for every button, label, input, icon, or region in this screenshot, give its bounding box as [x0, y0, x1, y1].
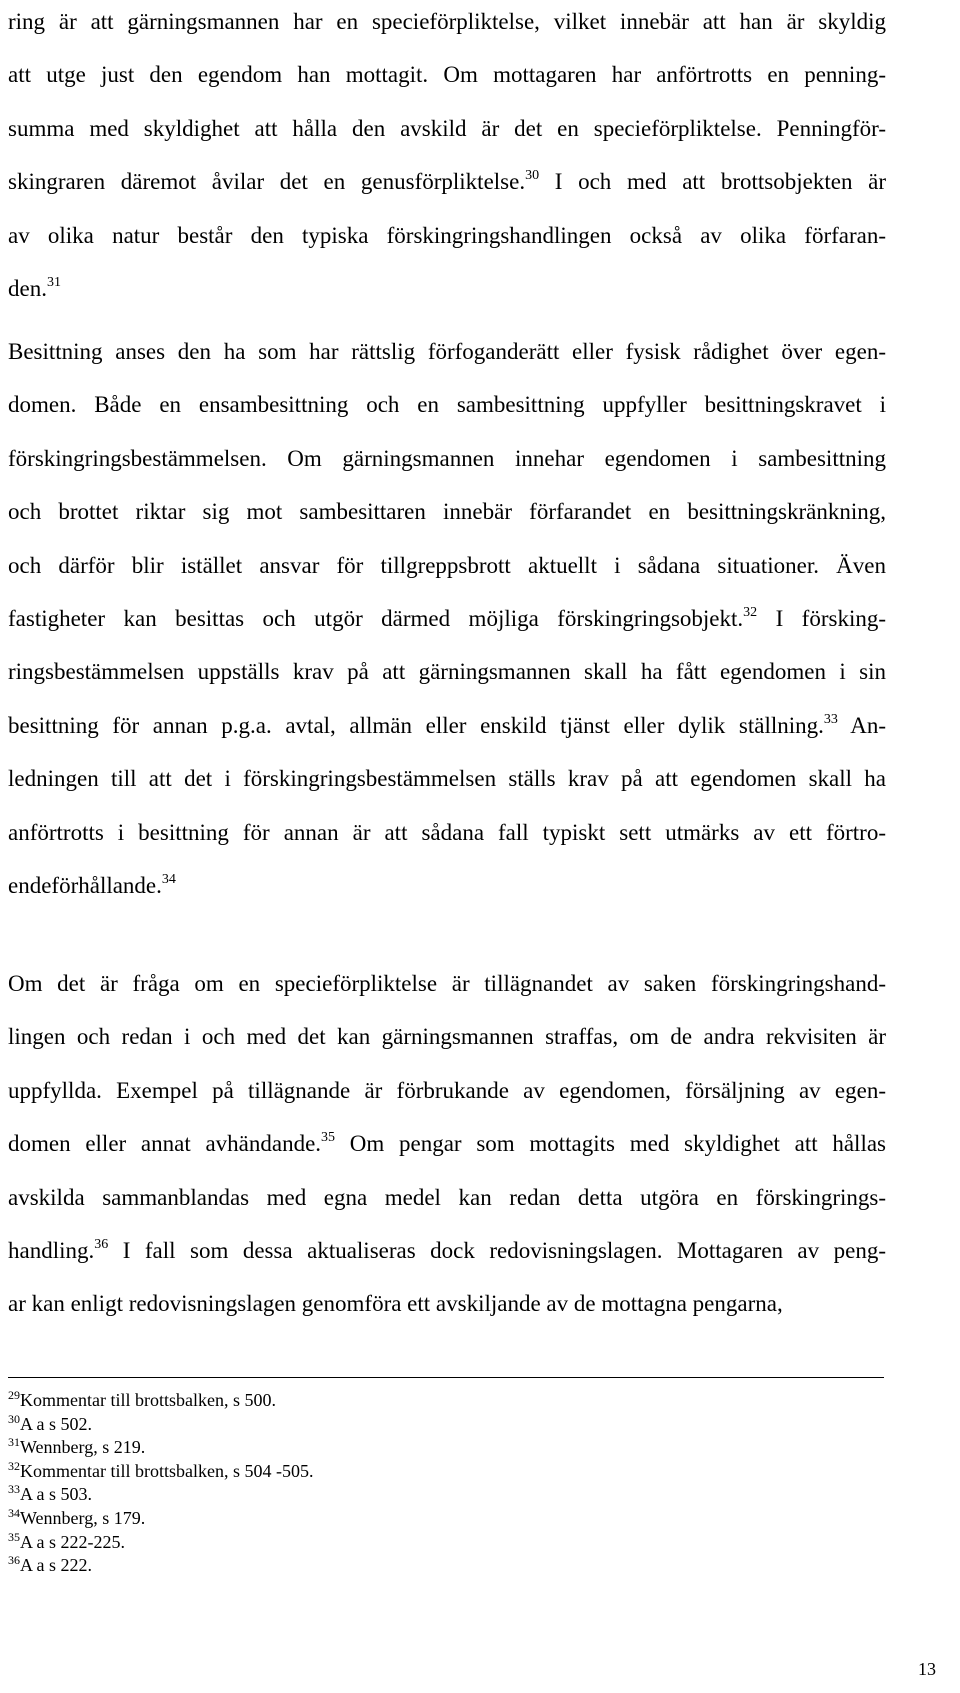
footnote-number: 32 — [8, 1459, 20, 1473]
footnote-number: 36 — [8, 1553, 20, 1567]
text-run: den. — [8, 276, 47, 301]
text-line — [8, 390, 886, 420]
text-run: An- — [837, 713, 886, 738]
footnote-text: A a s 503. — [20, 1484, 92, 1504]
footnote — [8, 1436, 145, 1458]
footnote-text: Kommentar till brottsbalken, s 504 -505. — [20, 1461, 314, 1481]
text-run: domen eller annat avhändande. — [8, 1131, 322, 1156]
page-number: 13 — [918, 1659, 936, 1679]
text-run: ringsbestämmelsen uppställs krav på att gärningsmannen skall ha fått egendomen i sin — [8, 659, 886, 684]
footnote-text: A a s 502. — [20, 1414, 92, 1434]
text-run: I fall som dessa aktualiseras dock redovisningslagen. Mottagaren av peng- — [108, 1238, 886, 1263]
text-run: och brottet riktar sig mot sambesittaren innebär förfarandet en besittningskränkning, — [8, 499, 886, 524]
text-line — [8, 497, 886, 527]
footnote-reference: 35 — [321, 1130, 336, 1145]
text-line — [8, 657, 886, 687]
footnote — [8, 1507, 145, 1529]
text-run: uppfyllda. Exempel på tillägnande är förbrukande av egendomen, försäljning av egen- — [8, 1078, 886, 1103]
text-line — [8, 1289, 886, 1319]
footnote-reference: 31 — [46, 275, 61, 290]
text-line — [8, 551, 886, 581]
text-line — [8, 764, 886, 794]
text-run: ar kan enligt redovisningslagen genomföra ett avskiljande av de mottagna pengarna, — [8, 1291, 783, 1316]
text-run: och därför blir istället ansvar för tillgreppsbrott aktuellt i sådana situationer. Även — [8, 553, 886, 578]
text-run: Om pengar som mottagits med skyldighet att hållas — [335, 1131, 886, 1156]
footnote-reference: 36 — [94, 1237, 109, 1252]
text-run: I och med att brottsobjekten är — [539, 169, 886, 194]
text-line — [8, 1236, 886, 1266]
footnote-reference: 34 — [161, 872, 176, 887]
footnote-number: 31 — [8, 1435, 20, 1449]
text-line — [8, 1129, 886, 1159]
footnote-number: 33 — [8, 1482, 20, 1496]
footnote — [8, 1460, 313, 1482]
text-line — [8, 274, 886, 304]
text-line — [8, 1022, 886, 1052]
text-run: I försking- — [757, 606, 886, 631]
text-line — [8, 969, 886, 999]
footnote-number: 35 — [8, 1530, 20, 1544]
footnote-reference: 32 — [743, 605, 758, 620]
footnote — [8, 1554, 92, 1576]
text-line — [8, 114, 886, 144]
text-line — [8, 337, 886, 367]
text-line — [8, 221, 886, 251]
text-run: domen. Både en ensambesittning och en sambesittning uppfyller besittningskravet i — [8, 392, 886, 417]
footnote-number: 30 — [8, 1412, 20, 1426]
text-run: Om det är fråga om en specieförpliktelse är tillägnandet av saken förskingringshand- — [8, 971, 886, 996]
text-run: avskilda sammanblandas med egna medel kan redan detta utgöra en förskingrings- — [8, 1185, 886, 1210]
footnote-text: A a s 222. — [20, 1555, 92, 1575]
footnote — [8, 1483, 92, 1505]
text-run: endeförhållande. — [8, 873, 162, 898]
text-run: Besittning anses den ha som har rättslig förfoganderätt eller fysisk rådighet över egen- — [8, 339, 886, 364]
text-line — [8, 167, 886, 197]
text-run: besittning för annan p.g.a. avtal, allmän eller enskild tjänst eller dylik ställning. — [8, 713, 824, 738]
text-line — [8, 1076, 886, 1106]
footnote-number: 29 — [8, 1388, 20, 1402]
text-line — [8, 818, 886, 848]
text-line — [8, 871, 886, 901]
footnote-text: Kommentar till brottsbalken, s 500. — [20, 1390, 276, 1410]
text-run: skingraren däremot åvilar det en genusförpliktelse. — [8, 169, 526, 194]
text-line — [8, 604, 886, 634]
text-run: förskingringsbestämmelsen. Om gärningsmannen innehar egendomen i sambesittning — [8, 446, 886, 471]
footnote — [8, 1531, 125, 1553]
text-line — [8, 60, 886, 90]
text-run: fastigheter kan besittas och utgör därmed möjliga förskingringsobjekt. — [8, 606, 744, 631]
text-run: anförtrotts i besittning för annan är att sådana fall typiskt sett utmärks av ett förtro- — [8, 820, 886, 845]
text-run: att utge just den egendom han mottagit. Om mottagaren har anförtrotts en penning- — [8, 62, 886, 87]
footnote-text: A a s 222-225. — [20, 1532, 125, 1552]
footnote-text: Wennberg, s 179. — [20, 1508, 146, 1528]
text-line — [8, 1183, 886, 1213]
text-run: av olika natur består den typiska förskingringshandlingen också av olika förfaran- — [8, 223, 886, 248]
text-line — [8, 444, 886, 474]
text-line — [8, 7, 886, 37]
footnote-reference: 33 — [823, 712, 838, 727]
text-run: lingen och redan i och med det kan gärningsmannen straffas, om de andra rekvisiten är — [8, 1024, 886, 1049]
footnote-separator — [8, 1377, 884, 1378]
text-run: ledningen till att det i förskingringsbestämmelsen ställs krav på att egendomen skall ha — [8, 766, 886, 791]
footnote — [8, 1389, 276, 1411]
footnote-reference: 30 — [525, 168, 540, 183]
footnote-text: Wennberg, s 219. — [20, 1437, 146, 1457]
text-run: handling. — [8, 1238, 95, 1263]
footnote — [8, 1413, 92, 1435]
text-line — [8, 711, 886, 741]
text-run: summa med skyldighet att hålla den avskild är det en specieförpliktelse. Penningför- — [8, 116, 886, 141]
footnote-number: 34 — [8, 1506, 20, 1520]
text-run: ring är att gärningsmannen har en specieförpliktelse, vilket innebär att han är skyldig — [8, 9, 886, 34]
